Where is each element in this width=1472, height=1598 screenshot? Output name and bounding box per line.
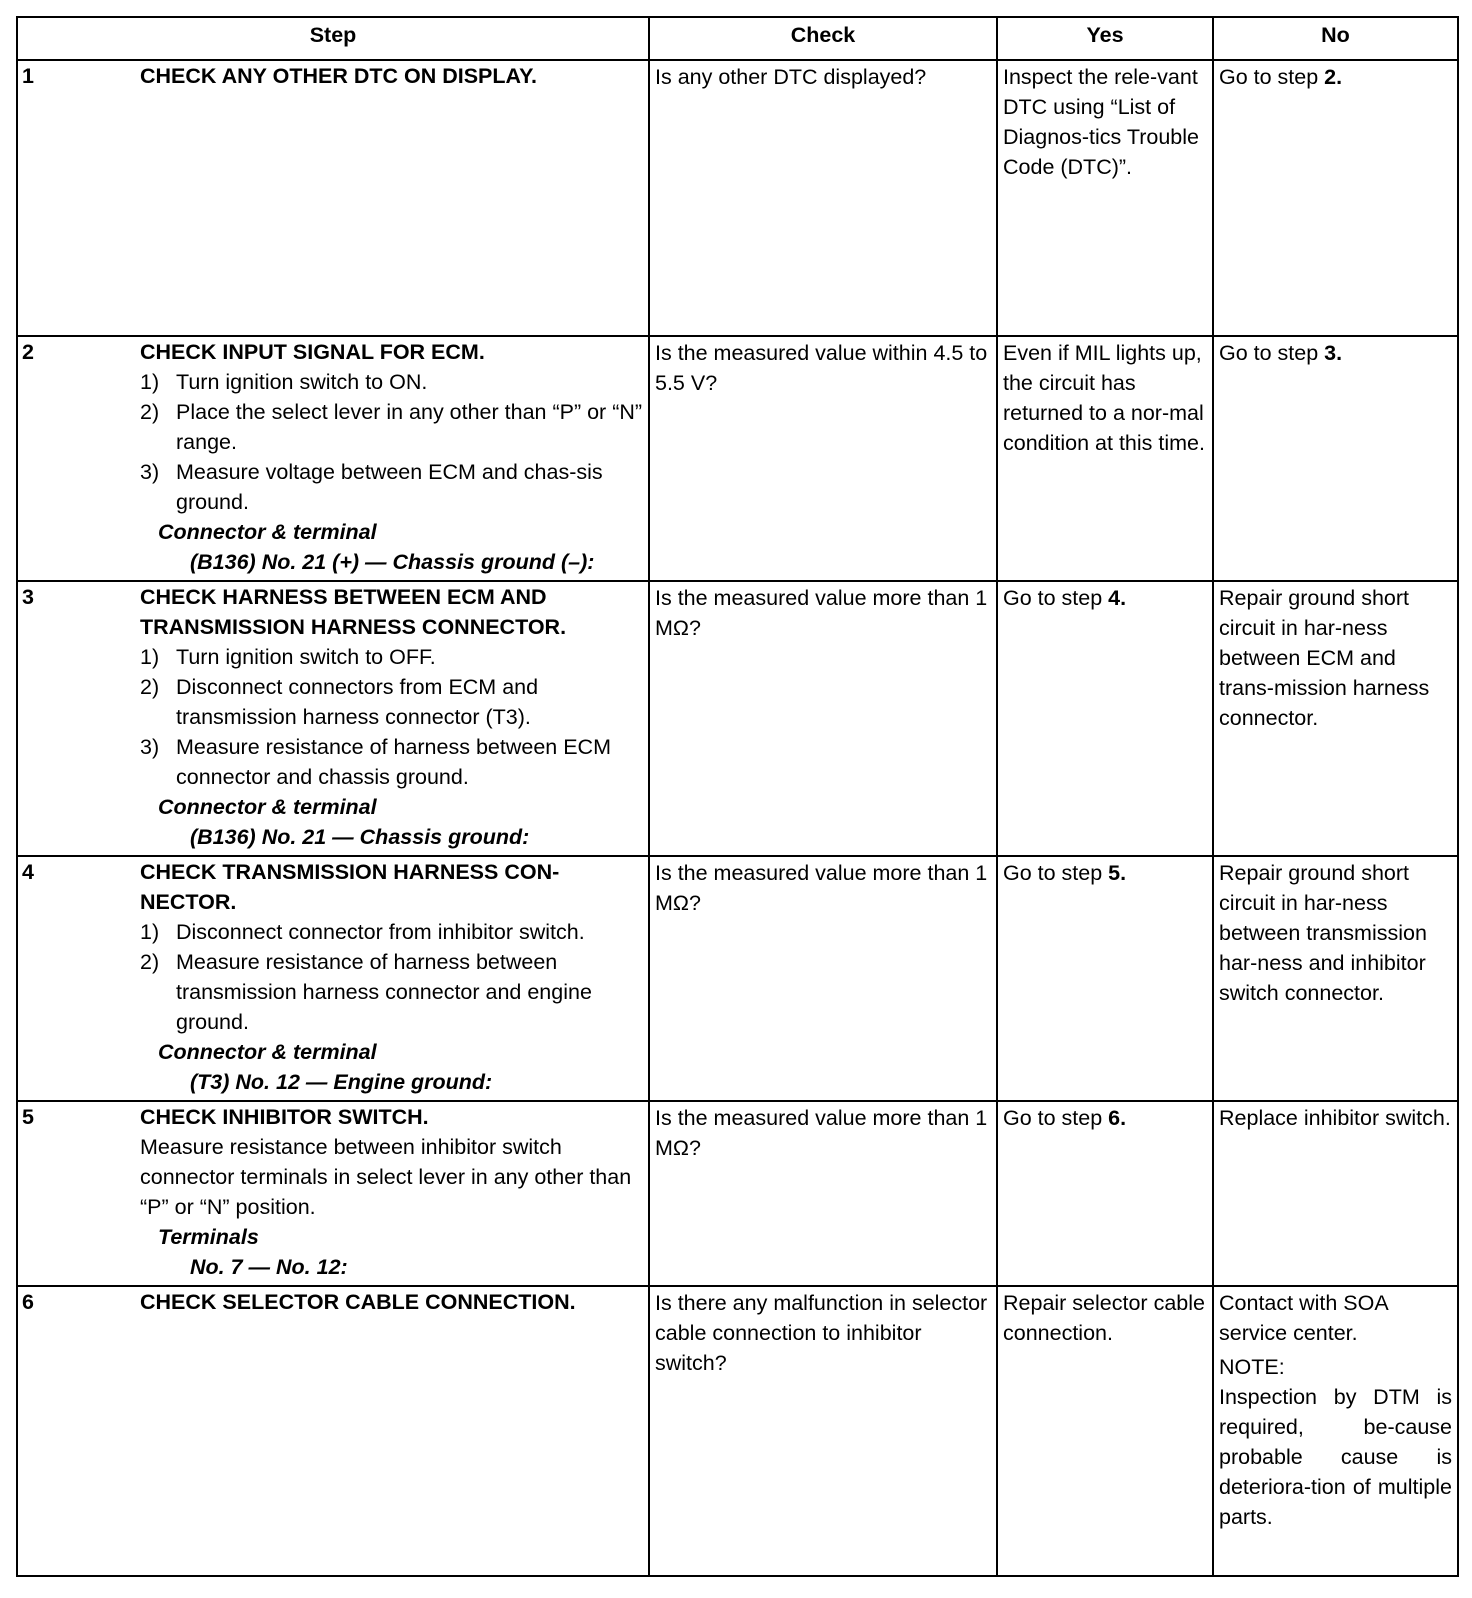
step-number: 6: [22, 1290, 34, 1314]
table-row: [17, 1286, 1458, 1576]
check-cell: Is the measured value more than 1 MΩ?: [649, 581, 997, 856]
step-title: CHECK HARNESS BETWEEN ECM AND TRANSMISSION HARNESS CONNECTOR.: [140, 585, 567, 639]
table-row: [17, 581, 1458, 856]
check-cell: Is the measured value more than 1 MΩ?: [649, 856, 997, 1101]
no-step-ref: 3.: [1324, 341, 1343, 365]
yes-cell: Repair selector cable connection.: [997, 1286, 1213, 1576]
yes-text: Go to step: [1003, 586, 1109, 610]
yes-text: Go to step: [1003, 861, 1109, 885]
no-cell: [1213, 1286, 1458, 1576]
substep: 1) Turn ignition switch to ON.: [140, 370, 428, 394]
table-row: [17, 336, 1458, 581]
step-number: 5: [22, 1105, 34, 1129]
substep: 2) Place the select lever in any other than “P” or “N” range.: [140, 400, 643, 454]
step-cell: [17, 1286, 649, 1576]
table-row: [17, 1101, 1458, 1286]
step-number: 3: [22, 585, 34, 609]
substep-list: [140, 917, 644, 1037]
step-cell: [17, 581, 649, 856]
table-row: [17, 60, 1458, 336]
yes-cell: [997, 581, 1213, 856]
connector-value: (B136) No. 21 — Chassis ground:: [190, 825, 530, 849]
terminals-label: Terminals: [158, 1225, 259, 1249]
substep: 2) Disconnect connectors from ECM and transmission harness connector (T3).: [140, 675, 539, 729]
no-cell: Repair ground short circuit in har-ness between transmission har-ness and inhibitor switch connector.: [1213, 856, 1458, 1101]
step-number: 1: [22, 64, 34, 88]
check-cell: Is the measured value more than 1 MΩ?: [649, 1101, 997, 1286]
header-no: No: [1213, 17, 1458, 60]
no-text: Contact with SOA service center.: [1219, 1291, 1388, 1345]
no-cell: Repair ground short circuit in har-ness between ECM and trans-mission harness connector.: [1213, 581, 1458, 856]
header-row: [17, 17, 1458, 60]
terminals-value: No. 7 — No. 12:: [190, 1255, 348, 1279]
connector-label: Connector & terminal: [158, 1040, 377, 1064]
substep: 3) Measure resistance of harness between ECM connector and chassis ground.: [140, 735, 611, 789]
no-text: Go to step: [1219, 341, 1325, 365]
step-title: CHECK SELECTOR CABLE CONNECTION.: [140, 1290, 576, 1314]
check-cell: Is any other DTC displayed?: [649, 60, 997, 336]
no-text: Go to step: [1219, 65, 1325, 89]
step-number: 4: [22, 860, 34, 884]
step-number: 2: [22, 340, 34, 364]
step-title: CHECK TRANSMISSION HARNESS CON-NECTOR.: [140, 860, 560, 914]
step-title: CHECK INPUT SIGNAL FOR ECM.: [140, 340, 485, 364]
check-cell: Is the measured value within 4.5 to 5.5 V?: [649, 336, 997, 581]
yes-cell: Inspect the rele-vant DTC using “List of Diagnos-tics Trouble Code (DTC)”.: [997, 60, 1213, 336]
substep-list: [140, 642, 644, 792]
step-cell: [17, 856, 649, 1101]
substep-list: [140, 367, 644, 517]
header-check: Check: [649, 17, 997, 60]
no-cell: [1213, 60, 1458, 336]
yes-cell: Even if MIL lights up, the circuit has returned to a nor-mal condition at this time.: [997, 336, 1213, 581]
step-body: Measure resistance between inhibitor switch connector terminals in select lever in any other than “P” or “N” position.: [140, 1135, 632, 1219]
step-cell: [17, 60, 649, 336]
connector-label: Connector & terminal: [158, 795, 377, 819]
no-cell: [1213, 336, 1458, 581]
check-cell: Is there any malfunction in selector cable connection to inhibitor switch?: [649, 1286, 997, 1576]
yes-step-ref: 6.: [1108, 1106, 1127, 1130]
note-label: NOTE:: [1219, 1355, 1285, 1379]
connector-value: (B136) No. 21 (+) — Chassis ground (–):: [190, 550, 595, 574]
yes-text: Go to step: [1003, 1106, 1109, 1130]
substep: 1) Disconnect connector from inhibitor switch.: [140, 920, 585, 944]
note-text: Inspection by DTM is required, be-cause probable cause is deteriora-tion of multiple parts.: [1219, 1385, 1452, 1529]
step-title: CHECK INHIBITOR SWITCH.: [140, 1105, 429, 1129]
yes-cell: [997, 1101, 1213, 1286]
yes-step-ref: 5.: [1108, 861, 1127, 885]
table-row: [17, 856, 1458, 1101]
step-cell: [17, 1101, 649, 1286]
step-title: CHECK ANY OTHER DTC ON DISPLAY.: [140, 64, 538, 88]
no-step-ref: 2.: [1324, 65, 1343, 89]
substep: 2) Measure resistance of harness between transmission harness connector and engine ground.: [140, 950, 592, 1034]
header-yes: Yes: [997, 17, 1213, 60]
yes-step-ref: 4.: [1108, 586, 1127, 610]
connector-label: Connector & terminal: [158, 520, 377, 544]
connector-value: (T3) No. 12 — Engine ground:: [190, 1070, 493, 1094]
substep: 1) Turn ignition switch to OFF.: [140, 645, 436, 669]
no-cell: Replace inhibitor switch.: [1213, 1101, 1458, 1286]
yes-cell: [997, 856, 1213, 1101]
header-step: Step: [17, 17, 649, 60]
diagnostic-table: [16, 16, 1459, 1577]
substep: 3) Measure voltage between ECM and chas-sis ground.: [140, 460, 603, 514]
step-cell: [17, 336, 649, 581]
